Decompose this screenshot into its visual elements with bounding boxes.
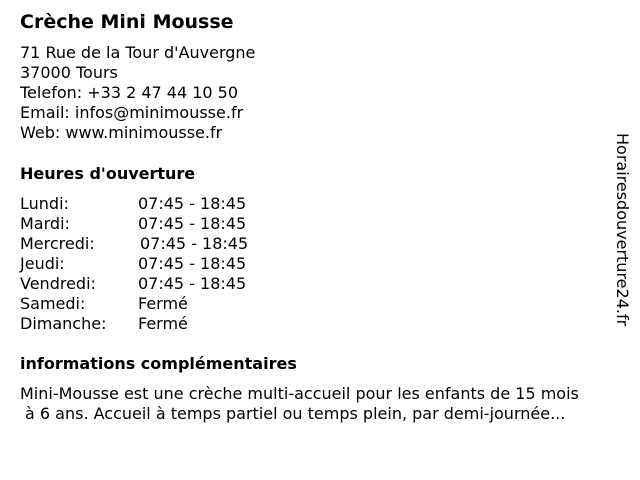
description-line: à 6 ans. Accueil à temps partiel ou temps plein, par demi-journée...: [25, 404, 566, 423]
hours-row-friday: [20, 274, 380, 294]
phone-number: Telefon: +33 2 47 44 10 50: [20, 83, 239, 102]
hours-row-sunday: [20, 314, 380, 334]
contact-block: [20, 43, 255, 143]
hours-row-tuesday: [20, 214, 380, 234]
day-hours: Fermé: [138, 314, 188, 333]
address-city: 37000 Tours: [20, 63, 118, 82]
day-hours: 07:45 - 18:45: [138, 274, 247, 293]
hours-row-saturday: [20, 294, 380, 314]
hours-row-monday: [20, 194, 380, 214]
day-hours: 07:45 - 18:45: [138, 194, 247, 213]
day-hours: 07:45 - 18:45: [138, 254, 247, 273]
day-label: Jeudi:: [20, 254, 65, 273]
hours-heading: Heures d'ouverture: [20, 164, 196, 183]
address-street: 71 Rue de la Tour d'Auvergne: [20, 43, 256, 62]
hours-table: [20, 194, 380, 334]
hours-row-thursday: [20, 254, 380, 274]
day-label: Dimanche:: [20, 314, 107, 333]
brand-watermark: [612, 133, 636, 345]
info-heading: informations complémentaires: [20, 354, 297, 373]
info-description: [20, 384, 630, 424]
day-label: Mardi:: [20, 214, 70, 233]
email-address: Email: infos@minimousse.fr: [20, 103, 244, 122]
day-label: Lundi:: [20, 194, 69, 213]
day-label: Samedi:: [20, 294, 86, 313]
day-hours: Fermé: [138, 294, 188, 313]
hours-row-wednesday: [20, 234, 380, 254]
day-label: Mercredi:: [20, 234, 95, 253]
website: Web: www.minimousse.fr: [20, 123, 223, 142]
brand-text: Horairesdouverture24.fr: [613, 133, 632, 327]
business-name: Crèche Mini Mousse: [20, 11, 234, 33]
day-label: Vendredi:: [20, 274, 96, 293]
day-hours: 07:45 - 18:45: [138, 214, 247, 233]
day-hours: 07:45 - 18:45: [140, 234, 249, 253]
description-line: Mini-Mousse est une crèche multi-accueil pour les enfants de 15 mois: [20, 384, 579, 403]
